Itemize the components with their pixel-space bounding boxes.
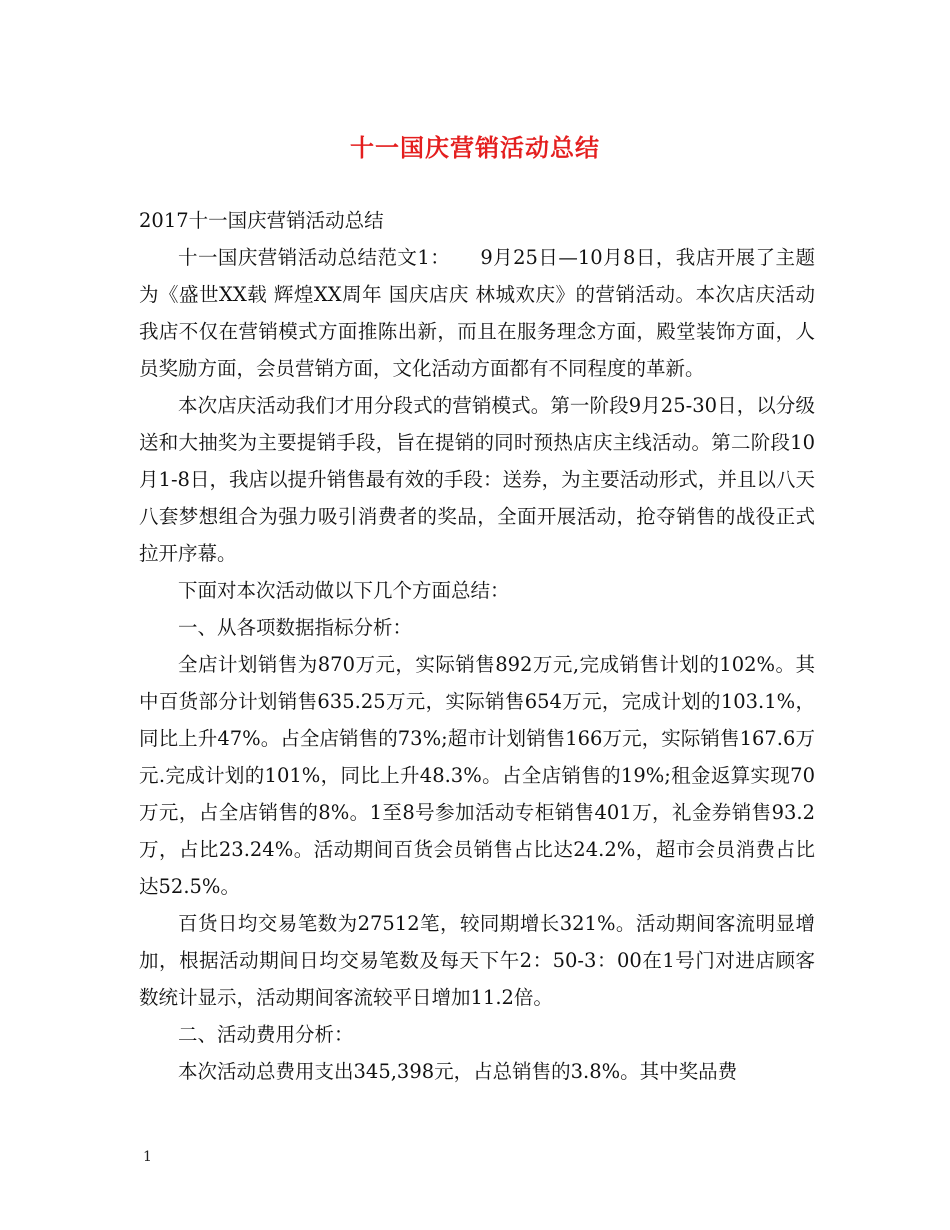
paragraph-traffic-data: 百货日均交易笔数为27512笔，较同期增长321%。活动期间客流明显增加，根据活动期间日均交易笔数及每天下午2：50-3：00在1号门对进店顾客数统计显示，活动期间客流较平日增加11.2倍。 (139, 912, 815, 1009)
section-heading-cost: 二、活动费用分析： (178, 1023, 354, 1046)
section-heading-data: 一、从各项数据指标分析： (178, 616, 413, 639)
paragraph-stages: 本次店庆活动我们才用分段式的营销模式。第一阶段9月25-30日，以分级送和大抽奖为主要提销手段，旨在提销的同时预热店庆主线活动。第二阶段10月1-8日，我店以提升销售最有效的手段：送券，为主要活动形式，并且以八天八套梦想组合为强力吸引消费者的奖品，全面开展活动，抢夺销售的战役正式拉开序幕。 (139, 394, 815, 565)
paragraph-summary-lead: 下面对本次活动做以下几个方面总结： (178, 579, 510, 602)
paragraph-cost: 本次活动总费用支出345,398元，占总销售的3.8%。其中奖品费 (178, 1060, 738, 1083)
paragraph-sales-data: 全店计划销售为870万元，实际销售892万元,完成销售计划的102%。其中百货部分计划销售635.25万元，实际销售654万元，完成计划的103.1%，同比上升47%。占全店销售的73%;超市计划销售166万元，实际销售167.6万元.完成计划的101%，同比上升48.3%。占全店销售的19%;租金返算实现70万元，占全店销售的8%。1至8号参加活动专柜销售401万，礼金券销售93.2万，占比23.24%。活动期间百货会员销售占比达24.2%，超市会员消费占比达52.5%。 (139, 653, 815, 898)
document-title: 十一国庆营销活动总结 (350, 134, 600, 162)
paragraph-intro: 十一国庆营销活动总结范文1： 9月25日—10月8日，我店开展了主题为《盛世XX载 辉煌XX周年 国庆店庆 林城欢庆》的营销活动。本次店庆活动我店不仅在营销模式方面推陈出新，而且在服务理念方面，殿堂装饰方面，人员奖励方面，会员营销方面，文化活动方面都有不同程度的革新。 (139, 246, 815, 380)
document-body (139, 202, 815, 1090)
page-number: 1 (143, 1149, 152, 1165)
subtitle-paragraph: 2017十一国庆营销活动总结 (139, 209, 384, 232)
